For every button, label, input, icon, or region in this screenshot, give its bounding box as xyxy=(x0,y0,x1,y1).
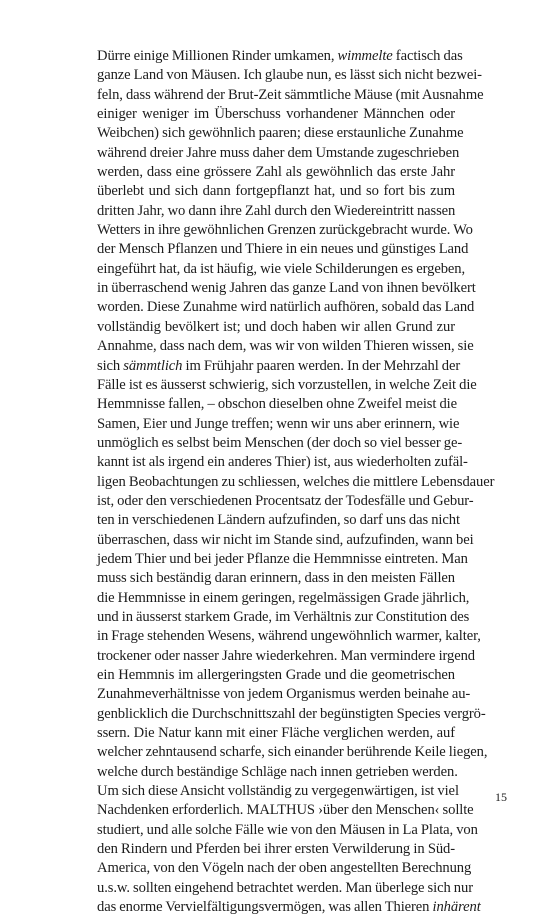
text-segment: worden. Diese Zunahme wird natürlich aufhören, sobald das Land xyxy=(97,299,475,316)
italic-text: inhärent xyxy=(432,899,481,916)
text-segment: ligen Beobachtungen zu schliessen, welches die mittlere Lebensdauer xyxy=(97,473,495,490)
text-line xyxy=(97,260,466,279)
text-line xyxy=(97,415,460,434)
text-segment: factisch das xyxy=(392,48,463,64)
text-line xyxy=(97,202,455,221)
text-line xyxy=(97,801,474,820)
text-line xyxy=(97,782,459,801)
text-line xyxy=(97,376,477,395)
text-segment: ein Hemmnis im allergeringsten Grade und die geometrischen xyxy=(97,667,455,683)
text-line xyxy=(97,589,470,608)
text-segment: den Rindern und Pferden bei ihrer ersten Verwilderung in Süd- xyxy=(97,841,455,858)
text-segment: dritten Jahr, wo dann ihre Zahl durch den Wiedereintritt nassen xyxy=(97,202,456,219)
text-segment: ssern. Die Natur kann mit einer Fläche verglichen werden, auf xyxy=(97,725,455,742)
text-segment: der Mensch Pflanzen und Thiere in ein neues und günstiges Land xyxy=(97,241,469,258)
text-line xyxy=(97,724,455,743)
text-line xyxy=(97,898,481,917)
text-line xyxy=(97,840,455,859)
text-line xyxy=(97,47,463,66)
italic-text: sämmtlich xyxy=(123,357,183,374)
text-segment: in Frage stehenden Wesens, während ungewöhnlich warmer, kalter, xyxy=(97,628,481,645)
text-line xyxy=(97,318,455,337)
text-segment: Hemmnisse fallen, – obschon dieselben ohne Zweifel meist die xyxy=(97,396,458,413)
text-segment: Weibchen) sich gewöhnlich paaren; diese erstaunliche Zunahme xyxy=(97,125,464,142)
text-segment: welche durch beständige Schläge nach innen getrieben werden. xyxy=(97,763,458,780)
text-line xyxy=(97,163,455,182)
text-line xyxy=(97,685,471,704)
text-line xyxy=(97,182,455,201)
text-segment: vollständig bevölkert ist; und doch haben wir allen Grund zur xyxy=(97,318,455,335)
text-segment: Fälle ist es äusserst schwierig, sich vorzustellen, in welche Zeit die xyxy=(97,376,477,393)
text-segment: Dürre einige Millionen Rinder umkamen, xyxy=(97,48,338,64)
text-segment: eingeführt hat, da ist häufig, wie viele Schilderungen es ergeben, xyxy=(97,260,466,277)
text-line xyxy=(97,473,495,492)
page-body xyxy=(97,47,495,917)
text-segment: u.s.w. sollten eingehend betrachtet werden. Man überlege sich nur xyxy=(97,879,473,896)
text-line xyxy=(97,298,475,317)
text-segment: welcher zehntausend scharfe, sich einander berührende Keile liegen, xyxy=(97,744,488,761)
text-segment: Nachdenken erforderlich. MALTHUS ›über den Menschen‹ sollte xyxy=(97,802,474,819)
text-segment: Um sich diese Ansicht vollständig zu vergegenwärtigen, ist viel xyxy=(97,783,459,800)
text-line xyxy=(97,511,460,530)
text-line xyxy=(97,531,474,550)
text-line xyxy=(97,627,481,646)
text-segment: Wetters in ihre gewöhnlichen Grenzen zurückgebracht wurde. Wo xyxy=(97,222,473,239)
text-segment: überraschen, dass wir nicht im Stande sind, aufzufinden, wann bei xyxy=(97,531,474,548)
text-segment: ten in verschiedenen Ländern aufzufinden, so darf uns das nicht xyxy=(97,512,460,529)
text-segment: werden, dass eine grössere Zahl als gewöhnlich das erste Jahr xyxy=(97,164,455,181)
text-segment: einiger weniger im Überschuss vorhandener Männchen oder xyxy=(97,106,455,123)
text-segment: genblicklich die Durchschnittszahl der begünstigten Species vergrö- xyxy=(97,705,486,722)
text-line xyxy=(97,105,455,124)
text-line xyxy=(97,221,473,240)
text-line xyxy=(97,763,458,782)
text-line xyxy=(97,743,488,762)
text-line xyxy=(97,569,455,588)
text-segment: muss sich beständig daran erinnern, dass in den meisten Fällen xyxy=(97,570,455,587)
text-line xyxy=(97,492,474,511)
text-segment: trockener oder nasser Jahre wiederkehren. Man vermindere irgend xyxy=(97,647,476,664)
text-segment: feln, dass während der Brut-Zeit sämmtliche Mäuse (mit Ausnahme xyxy=(97,86,484,103)
text-segment: die Hemmnisse in einem geringen, regelmässigen Grade jährlich, xyxy=(97,589,470,606)
text-segment: sich xyxy=(97,357,124,374)
text-segment: unmöglich es selbst beim Menschen (der doch so viel besser ge- xyxy=(97,434,463,451)
text-line xyxy=(97,879,473,898)
text-segment: ist, oder den verschiedenen Procentsatz der Todesfälle und Gebur- xyxy=(97,492,474,509)
text-segment: im Frühjahr paaren werden. In der Mehrzahl der xyxy=(182,357,461,374)
text-line xyxy=(97,666,455,685)
text-line xyxy=(97,550,468,569)
text-segment: kannt ist als irgend ein anderes Thier) ist, aus wiederholten zufäl- xyxy=(97,454,468,471)
text-line xyxy=(97,66,482,85)
text-line xyxy=(97,821,478,840)
text-segment: studiert, und alle solche Fälle wie von den Mäusen in La Plata, von xyxy=(97,821,478,838)
italic-text: wimmelte xyxy=(337,48,393,64)
text-line xyxy=(97,279,476,298)
text-segment: jedem Thier und bei jeder Pflanze die Hemmnisse eintreten. Man xyxy=(97,550,468,567)
text-segment: und in äusserst starkem Grade, im Verhältnis zur Constitution des xyxy=(97,608,470,625)
text-segment: America, von den Vögeln nach der oben angestellten Berechnung xyxy=(97,860,472,877)
text-line xyxy=(97,608,470,627)
text-segment: überlebt und sich dann fortgepflanzt hat, und so fort bis zum xyxy=(97,183,455,200)
text-line xyxy=(97,144,460,163)
text-segment: in überraschend wenig Jahren das ganze Land von ihnen bevölkert xyxy=(97,280,476,297)
text-segment: Zunahmeverhältnisse von jedem Organismus werden beinahe au- xyxy=(97,686,471,703)
text-line xyxy=(97,453,468,472)
text-line xyxy=(97,357,461,376)
text-line xyxy=(97,434,463,453)
text-segment: Annahme, dass nach dem, was wir von wilden Thieren wissen, sie xyxy=(97,338,474,355)
text-line xyxy=(97,337,474,356)
text-line xyxy=(97,124,464,143)
text-segment: während dreier Jahre muss daher dem Umstande zugeschrieben xyxy=(97,144,460,161)
text-line xyxy=(97,395,458,414)
text-segment: das enorme Vervielfältigungsvermögen, was allen Thieren xyxy=(97,899,433,916)
body-paragraph xyxy=(97,47,495,917)
text-segment: ganze Land von Mäusen. Ich glaube nun, es lässt sich nicht bezwei- xyxy=(97,67,482,84)
text-segment: Samen, Eier und Junge treffen; wenn wir uns aber erinnern, wie xyxy=(97,415,460,432)
page-number: 15 xyxy=(495,790,507,804)
text-line xyxy=(97,647,476,666)
text-line xyxy=(97,859,472,878)
text-line xyxy=(97,86,484,105)
text-line xyxy=(97,705,486,724)
text-line xyxy=(97,240,469,259)
